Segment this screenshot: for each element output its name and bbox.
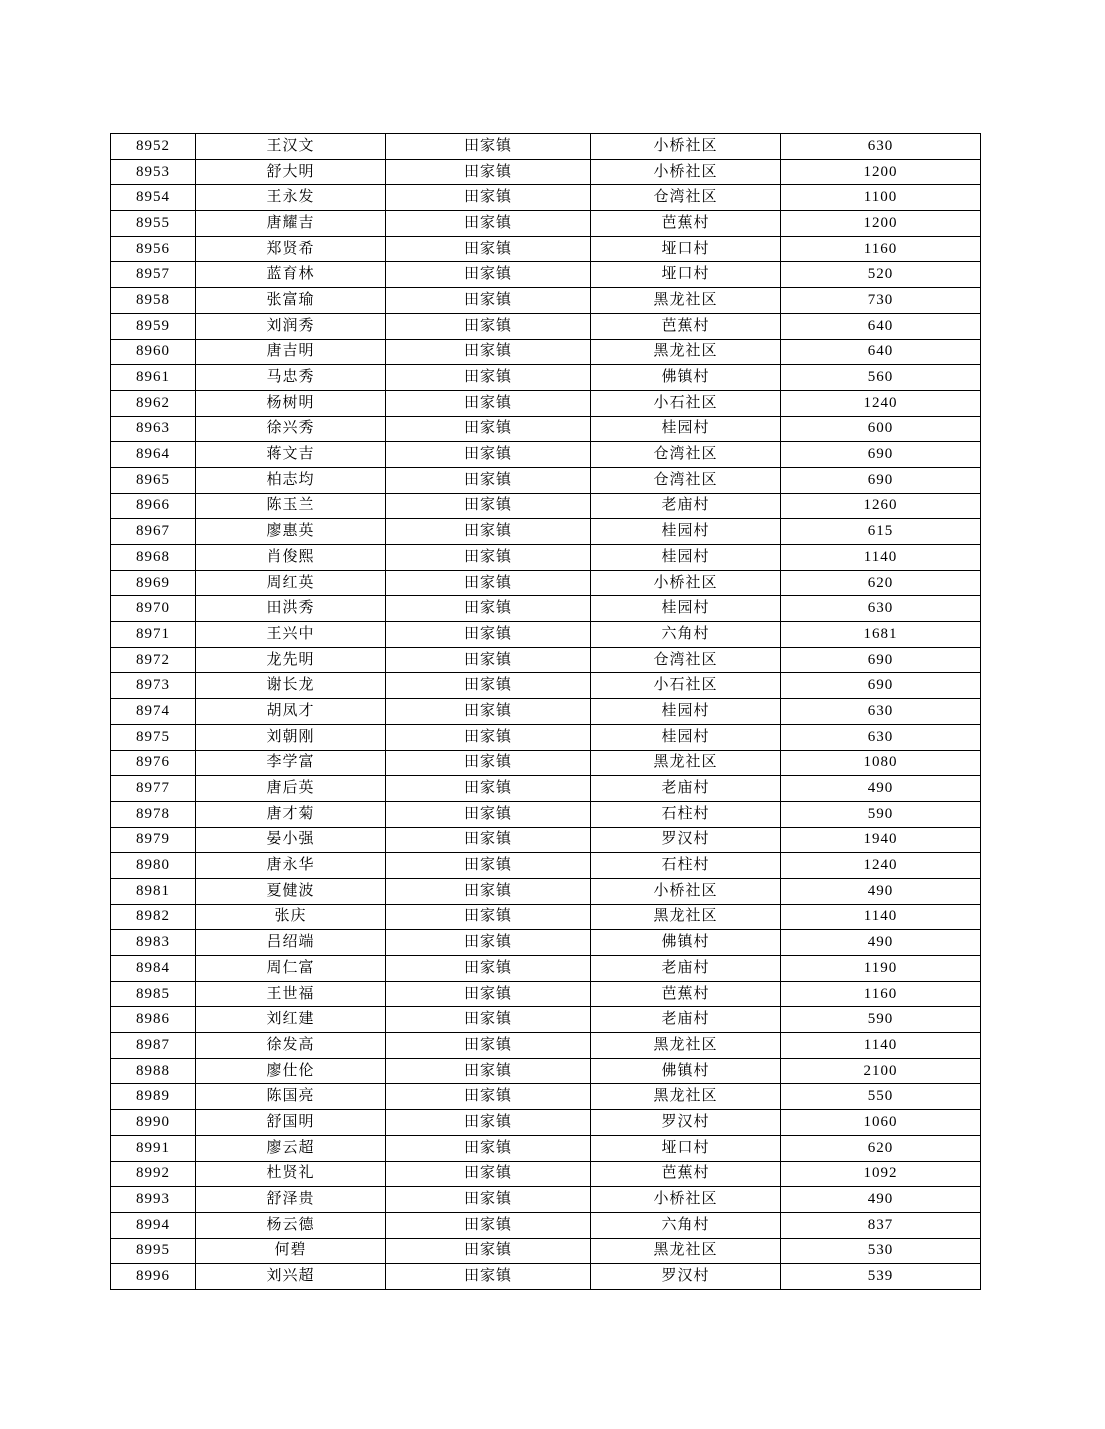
table-cell-town: 田家镇 (386, 416, 591, 442)
table-cell-village: 黑龙社区 (591, 1033, 781, 1059)
table-cell-village: 小石社区 (591, 390, 781, 416)
table-cell-amount: 690 (781, 647, 981, 673)
table-cell-id: 8967 (111, 519, 196, 545)
table-cell-town: 田家镇 (386, 930, 591, 956)
table-row (111, 442, 981, 468)
table-cell-village: 石柱村 (591, 801, 781, 827)
table-cell-town: 田家镇 (386, 776, 591, 802)
table-cell-town: 田家镇 (386, 750, 591, 776)
table-cell-town: 田家镇 (386, 853, 591, 879)
table-cell-amount: 1240 (781, 390, 981, 416)
table-row (111, 1058, 981, 1084)
table-row (111, 776, 981, 802)
table-row (111, 185, 981, 211)
table-cell-village: 小桥社区 (591, 878, 781, 904)
table-row (111, 262, 981, 288)
table-cell-name: 廖惠英 (196, 519, 386, 545)
table-cell-name: 刘兴超 (196, 1264, 386, 1290)
table-row (111, 390, 981, 416)
table-cell-amount: 1100 (781, 185, 981, 211)
table-cell-village: 黑龙社区 (591, 904, 781, 930)
table-cell-name: 柏志均 (196, 467, 386, 493)
table-cell-amount: 730 (781, 288, 981, 314)
table-cell-village: 仓湾社区 (591, 647, 781, 673)
table-cell-name: 周红英 (196, 570, 386, 596)
table-cell-town: 田家镇 (386, 622, 591, 648)
table-cell-id: 8980 (111, 853, 196, 879)
table-cell-id: 8965 (111, 467, 196, 493)
table-cell-village: 老庙村 (591, 1007, 781, 1033)
table-cell-village: 老庙村 (591, 956, 781, 982)
table-cell-name: 杜贤礼 (196, 1161, 386, 1187)
table-cell-village: 小桥社区 (591, 1187, 781, 1213)
table-cell-village: 芭蕉村 (591, 211, 781, 237)
table-row (111, 236, 981, 262)
table-row (111, 365, 981, 391)
table-cell-id: 8983 (111, 930, 196, 956)
table-cell-amount: 539 (781, 1264, 981, 1290)
table-cell-amount: 490 (781, 878, 981, 904)
table-cell-town: 田家镇 (386, 288, 591, 314)
table-cell-village: 桂园村 (591, 724, 781, 750)
table-cell-village: 小桥社区 (591, 570, 781, 596)
table-cell-village: 黑龙社区 (591, 1084, 781, 1110)
table-cell-town: 田家镇 (386, 699, 591, 725)
table-cell-id: 8952 (111, 134, 196, 160)
table-cell-id: 8966 (111, 493, 196, 519)
table-cell-name: 刘朝刚 (196, 724, 386, 750)
table-row (111, 1212, 981, 1238)
table-cell-name: 张富瑜 (196, 288, 386, 314)
table-cell-name: 郑贤希 (196, 236, 386, 262)
table-cell-name: 王世福 (196, 981, 386, 1007)
table-cell-village: 罗汉村 (591, 827, 781, 853)
table-cell-amount: 690 (781, 442, 981, 468)
table-row (111, 493, 981, 519)
table-cell-id: 8978 (111, 801, 196, 827)
table-cell-amount: 1160 (781, 981, 981, 1007)
table-cell-name: 蓝育林 (196, 262, 386, 288)
table-cell-id: 8993 (111, 1187, 196, 1213)
table-row (111, 1187, 981, 1213)
table-cell-name: 舒国明 (196, 1110, 386, 1136)
table-cell-village: 黑龙社区 (591, 288, 781, 314)
table-cell-id: 8971 (111, 622, 196, 648)
table-cell-id: 8964 (111, 442, 196, 468)
table-cell-town: 田家镇 (386, 1033, 591, 1059)
table-cell-town: 田家镇 (386, 981, 591, 1007)
table-cell-town: 田家镇 (386, 134, 591, 160)
table-cell-id: 8958 (111, 288, 196, 314)
table-row (111, 467, 981, 493)
table-cell-amount: 1940 (781, 827, 981, 853)
table-row (111, 622, 981, 648)
table-cell-town: 田家镇 (386, 904, 591, 930)
table-cell-village: 桂园村 (591, 416, 781, 442)
table-cell-amount: 615 (781, 519, 981, 545)
table-cell-name: 谢长龙 (196, 673, 386, 699)
table-cell-town: 田家镇 (386, 1007, 591, 1033)
table-cell-id: 8968 (111, 545, 196, 571)
table-row (111, 416, 981, 442)
table-cell-name: 唐后英 (196, 776, 386, 802)
data-table (110, 133, 981, 1290)
table-cell-name: 王永发 (196, 185, 386, 211)
table-cell-village: 垭口村 (591, 1135, 781, 1161)
table-cell-amount: 630 (781, 134, 981, 160)
table-cell-town: 田家镇 (386, 596, 591, 622)
table-cell-town: 田家镇 (386, 1084, 591, 1110)
table-cell-amount: 600 (781, 416, 981, 442)
table-cell-village: 桂园村 (591, 699, 781, 725)
table-row (111, 827, 981, 853)
table-cell-amount: 620 (781, 1135, 981, 1161)
table-cell-village: 垭口村 (591, 236, 781, 262)
table-row (111, 313, 981, 339)
table-cell-name: 刘红建 (196, 1007, 386, 1033)
table-cell-name: 杨树明 (196, 390, 386, 416)
table-row (111, 288, 981, 314)
table-cell-id: 8954 (111, 185, 196, 211)
table-cell-village: 仓湾社区 (591, 467, 781, 493)
table-cell-amount: 620 (781, 570, 981, 596)
table-cell-town: 田家镇 (386, 570, 591, 596)
table-row (111, 904, 981, 930)
table-cell-town: 田家镇 (386, 467, 591, 493)
table-row (111, 570, 981, 596)
table-cell-amount: 690 (781, 673, 981, 699)
table-cell-amount: 1240 (781, 853, 981, 879)
table-cell-name: 王汉文 (196, 134, 386, 160)
table-row (111, 801, 981, 827)
table-cell-amount: 520 (781, 262, 981, 288)
table-cell-name: 唐才菊 (196, 801, 386, 827)
table-row (111, 545, 981, 571)
table-body (111, 134, 981, 1290)
table-cell-amount: 590 (781, 1007, 981, 1033)
table-cell-village: 老庙村 (591, 493, 781, 519)
table-cell-village: 仓湾社区 (591, 442, 781, 468)
table-cell-id: 8973 (111, 673, 196, 699)
table-cell-id: 8960 (111, 339, 196, 365)
table-cell-town: 田家镇 (386, 442, 591, 468)
table-cell-amount: 1092 (781, 1161, 981, 1187)
table-cell-village: 仓湾社区 (591, 185, 781, 211)
table-cell-id: 8975 (111, 724, 196, 750)
table-cell-amount: 690 (781, 467, 981, 493)
table-cell-town: 田家镇 (386, 1161, 591, 1187)
table-cell-id: 8988 (111, 1058, 196, 1084)
table-cell-village: 黑龙社区 (591, 1238, 781, 1264)
table-cell-amount: 1200 (781, 159, 981, 185)
table-row (111, 211, 981, 237)
table-row (111, 647, 981, 673)
table-cell-town: 田家镇 (386, 1058, 591, 1084)
table-cell-name: 廖仕伦 (196, 1058, 386, 1084)
table-cell-amount: 1681 (781, 622, 981, 648)
table-row (111, 1238, 981, 1264)
table-cell-name: 田洪秀 (196, 596, 386, 622)
table-row (111, 673, 981, 699)
table-row (111, 1007, 981, 1033)
table-cell-town: 田家镇 (386, 1187, 591, 1213)
table-cell-name: 杨云德 (196, 1212, 386, 1238)
table-cell-amount: 2100 (781, 1058, 981, 1084)
table-cell-id: 8956 (111, 236, 196, 262)
table-cell-amount: 550 (781, 1084, 981, 1110)
table-cell-amount: 640 (781, 339, 981, 365)
table-cell-town: 田家镇 (386, 365, 591, 391)
table-row (111, 134, 981, 160)
table-cell-village: 佛镇村 (591, 365, 781, 391)
table-cell-id: 8970 (111, 596, 196, 622)
table-cell-amount: 590 (781, 801, 981, 827)
table-cell-town: 田家镇 (386, 185, 591, 211)
table-row (111, 1084, 981, 1110)
table-cell-id: 8989 (111, 1084, 196, 1110)
table-cell-town: 田家镇 (386, 493, 591, 519)
table-cell-village: 垭口村 (591, 262, 781, 288)
table-cell-amount: 640 (781, 313, 981, 339)
table-cell-amount: 630 (781, 699, 981, 725)
table-cell-town: 田家镇 (386, 159, 591, 185)
table-cell-id: 8976 (111, 750, 196, 776)
table-row (111, 519, 981, 545)
table-cell-name: 舒大明 (196, 159, 386, 185)
table-row (111, 596, 981, 622)
table-cell-name: 廖云超 (196, 1135, 386, 1161)
table-cell-id: 8962 (111, 390, 196, 416)
table-cell-village: 小桥社区 (591, 134, 781, 160)
table-row (111, 750, 981, 776)
table-cell-id: 8994 (111, 1212, 196, 1238)
table-cell-id: 8955 (111, 211, 196, 237)
table-cell-id: 8959 (111, 313, 196, 339)
table-row (111, 339, 981, 365)
table-cell-village: 黑龙社区 (591, 750, 781, 776)
table-cell-village: 罗汉村 (591, 1110, 781, 1136)
table-cell-id: 8957 (111, 262, 196, 288)
table-cell-village: 罗汉村 (591, 1264, 781, 1290)
table-cell-amount: 630 (781, 724, 981, 750)
table-cell-town: 田家镇 (386, 339, 591, 365)
table-cell-id: 8979 (111, 827, 196, 853)
table-cell-amount: 630 (781, 596, 981, 622)
table-cell-amount: 1160 (781, 236, 981, 262)
table-cell-name: 晏小强 (196, 827, 386, 853)
table-cell-id: 8986 (111, 1007, 196, 1033)
table-cell-village: 芭蕉村 (591, 313, 781, 339)
table-row (111, 699, 981, 725)
table-cell-village: 小石社区 (591, 673, 781, 699)
table-cell-town: 田家镇 (386, 262, 591, 288)
table-cell-amount: 490 (781, 1187, 981, 1213)
table-cell-amount: 1190 (781, 956, 981, 982)
table-cell-id: 8982 (111, 904, 196, 930)
table-cell-id: 8974 (111, 699, 196, 725)
table-cell-name: 张庆 (196, 904, 386, 930)
table-cell-town: 田家镇 (386, 1238, 591, 1264)
table-row (111, 159, 981, 185)
table-cell-village: 芭蕉村 (591, 981, 781, 1007)
table-cell-town: 田家镇 (386, 390, 591, 416)
table-cell-name: 蒋文吉 (196, 442, 386, 468)
table-cell-name: 李学富 (196, 750, 386, 776)
table-cell-id: 8995 (111, 1238, 196, 1264)
table-cell-village: 芭蕉村 (591, 1161, 781, 1187)
table-cell-village: 桂园村 (591, 545, 781, 571)
table-row (111, 1264, 981, 1290)
table-cell-id: 8963 (111, 416, 196, 442)
table-cell-amount: 1140 (781, 1033, 981, 1059)
table-row (111, 930, 981, 956)
table-cell-town: 田家镇 (386, 545, 591, 571)
table-row (111, 1135, 981, 1161)
table-cell-town: 田家镇 (386, 878, 591, 904)
table-cell-town: 田家镇 (386, 724, 591, 750)
table-cell-id: 8969 (111, 570, 196, 596)
table-row (111, 853, 981, 879)
table-cell-id: 8977 (111, 776, 196, 802)
table-cell-name: 唐吉明 (196, 339, 386, 365)
table-cell-town: 田家镇 (386, 647, 591, 673)
table-cell-name: 吕绍端 (196, 930, 386, 956)
table-cell-village: 黑龙社区 (591, 339, 781, 365)
table-cell-id: 8996 (111, 1264, 196, 1290)
table-cell-village: 佛镇村 (591, 1058, 781, 1084)
table-row (111, 956, 981, 982)
table-cell-id: 8990 (111, 1110, 196, 1136)
table-cell-name: 徐发高 (196, 1033, 386, 1059)
table-cell-town: 田家镇 (386, 827, 591, 853)
table-cell-town: 田家镇 (386, 673, 591, 699)
table-cell-amount: 837 (781, 1212, 981, 1238)
table-row (111, 1110, 981, 1136)
table-cell-id: 8987 (111, 1033, 196, 1059)
table-cell-id: 8981 (111, 878, 196, 904)
table-row (111, 878, 981, 904)
table-cell-amount: 1200 (781, 211, 981, 237)
table-cell-village: 小桥社区 (591, 159, 781, 185)
table-cell-town: 田家镇 (386, 801, 591, 827)
table-cell-town: 田家镇 (386, 1110, 591, 1136)
table-cell-amount: 560 (781, 365, 981, 391)
table-cell-name: 舒泽贵 (196, 1187, 386, 1213)
table-cell-name: 马忠秀 (196, 365, 386, 391)
table-row (111, 724, 981, 750)
table-cell-village: 桂园村 (591, 519, 781, 545)
table-cell-name: 陈国亮 (196, 1084, 386, 1110)
table-cell-town: 田家镇 (386, 313, 591, 339)
table-cell-name: 肖俊熙 (196, 545, 386, 571)
table-cell-name: 周仁富 (196, 956, 386, 982)
table-row (111, 1161, 981, 1187)
table-cell-amount: 1080 (781, 750, 981, 776)
table-cell-town: 田家镇 (386, 519, 591, 545)
table-cell-name: 龙先明 (196, 647, 386, 673)
table-cell-amount: 490 (781, 930, 981, 956)
table-cell-amount: 1260 (781, 493, 981, 519)
table-cell-id: 8984 (111, 956, 196, 982)
table-cell-village: 石柱村 (591, 853, 781, 879)
table-cell-amount: 490 (781, 776, 981, 802)
table-cell-town: 田家镇 (386, 1264, 591, 1290)
table-cell-name: 夏健波 (196, 878, 386, 904)
table-cell-name: 陈玉兰 (196, 493, 386, 519)
table-cell-id: 8992 (111, 1161, 196, 1187)
table-cell-town: 田家镇 (386, 1212, 591, 1238)
table-cell-name: 唐耀吉 (196, 211, 386, 237)
table-cell-id: 8961 (111, 365, 196, 391)
table-cell-amount: 1140 (781, 904, 981, 930)
table-cell-name: 徐兴秀 (196, 416, 386, 442)
table-cell-village: 六角村 (591, 622, 781, 648)
table-cell-name: 胡凤才 (196, 699, 386, 725)
table-cell-town: 田家镇 (386, 1135, 591, 1161)
table-cell-village: 六角村 (591, 1212, 781, 1238)
table-cell-id: 8972 (111, 647, 196, 673)
table-cell-village: 老庙村 (591, 776, 781, 802)
table-cell-town: 田家镇 (386, 211, 591, 237)
table-cell-amount: 1140 (781, 545, 981, 571)
table-cell-id: 8953 (111, 159, 196, 185)
table-cell-town: 田家镇 (386, 956, 591, 982)
table-cell-amount: 530 (781, 1238, 981, 1264)
table-cell-name: 何碧 (196, 1238, 386, 1264)
table-cell-id: 8991 (111, 1135, 196, 1161)
table-cell-village: 佛镇村 (591, 930, 781, 956)
table-cell-name: 王兴中 (196, 622, 386, 648)
table-row (111, 981, 981, 1007)
table-cell-town: 田家镇 (386, 236, 591, 262)
table-row (111, 1033, 981, 1059)
table-cell-id: 8985 (111, 981, 196, 1007)
table-cell-amount: 1060 (781, 1110, 981, 1136)
table-cell-name: 刘润秀 (196, 313, 386, 339)
table-cell-village: 桂园村 (591, 596, 781, 622)
table-cell-name: 唐永华 (196, 853, 386, 879)
